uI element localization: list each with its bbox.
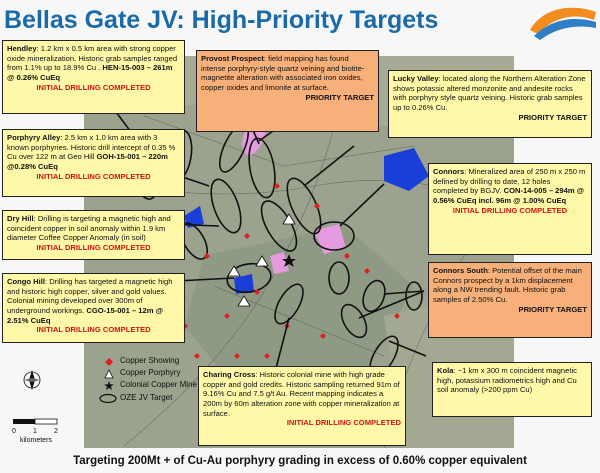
colonial-mine-star-icon <box>104 381 114 391</box>
lucky-valley-box <box>388 70 592 138</box>
congo-hill-name: Congo Hill <box>7 277 45 286</box>
scale-tick-0: 0 <box>12 428 16 435</box>
charing-cross-status: INITIAL DRILLING COMPLETED <box>286 418 401 428</box>
legend-copper-showing: Copper Showing <box>120 356 180 365</box>
kola-body: : ~1 km x 300 m coincident magnetic high, potassium radiometrics high and Cu soil anomaly (>200 ppm Cu) <box>437 366 577 395</box>
lucky-valley-body: : located along the Northern Alteration Zone shows potassic altered monzonite and andesite rocks with porphyry style quartz veining. Historic grab samples up to 0.26% Cu. <box>393 74 586 112</box>
porphyry-alley-box <box>2 129 185 197</box>
dry-hill-status: INITIAL DRILLING COMPLETED <box>36 242 151 252</box>
copper-showing-icon <box>104 357 114 367</box>
north-arrow-icon <box>22 368 42 398</box>
legend-copper-porphyry: Copper Porphyry <box>120 368 181 377</box>
provost-body: : field mapping has found intense porphyry-style quartz veining and biotite-magnetite alteration with associated iron oxides, copper oxides and limonite at surface. <box>201 54 365 92</box>
legend-jv-target: OZE JV Target <box>120 393 173 402</box>
scale-bar <box>12 418 72 444</box>
page-footer: Targeting 200Mt + of Cu-Au porphyry grading in excess of 0.60% copper equivalent <box>73 455 527 467</box>
page-title: Bellas Gate JV: High-Priority Targets <box>4 6 439 34</box>
charing-cross-name: Charing Cross <box>203 370 256 379</box>
connors-status: INITIAL DRILLING COMPLETED <box>452 205 568 215</box>
porphyry-alley-status: INITIAL DRILLING COMPLETED <box>36 171 151 181</box>
scale-label: kilometers <box>20 437 52 444</box>
lucky-valley-name: Lucky Valley <box>393 74 439 83</box>
porphyry-alley-highlight: GOH-15-001 – 220m @0.28% CuEq <box>7 152 168 171</box>
lucky-valley-status: PRIORITY TARGET <box>518 112 587 122</box>
kola-box <box>432 362 592 417</box>
connors-south-body: : Potential offset of the main Connors prospect by a 1km displacement along a NW trending fault. Historic grab samples of 2.50% Cu. <box>433 266 582 304</box>
company-logo <box>524 0 600 42</box>
provost-name: Provost Prospect <box>201 54 264 63</box>
dry-hill-name: Dry Hill <box>7 214 34 223</box>
hendley-status: INITIAL DRILLING COMPLETED <box>36 82 151 92</box>
provost-box <box>196 50 379 132</box>
legend-colonial-mine: Colonial Copper Mine <box>120 380 197 389</box>
congo-hill-body: : Drilling has targeted a magnetic high and historic high copper, silver and gold values. Colonial mining developed over 300m of underground workings. <box>7 277 173 315</box>
connors-name: Connors <box>433 167 465 176</box>
connors-highlight: CON-14-005 – 294m @ 0.56% CuEq incl. 96m @ 1.00% CuEq <box>433 186 585 205</box>
congo-hill-box <box>2 273 185 343</box>
scale-tick-1: 1 <box>33 428 37 435</box>
dry-hill-body: : Drilling is targeting a magnetic high and coincident copper in soil anomaly within 1.9 km diameter Coffee Copper Anomaly (in soil) <box>7 214 171 243</box>
hendley-name: Hendley <box>7 44 37 53</box>
dry-hill-box <box>2 210 185 260</box>
connors-south-box <box>428 262 592 338</box>
connors-south-name: Connors South <box>433 266 488 275</box>
porphyry-alley-body: : 2.5 km x 1.0 km area with 3 known porphyries. Historic drill intercept of 0.35 % Cu over 122 m at Geo Hill <box>7 133 176 162</box>
hendley-highlight: HEN-15-003 – 261m @ 0.26% CuEq <box>7 63 173 82</box>
provost-status: PRIORITY TARGET <box>305 92 374 102</box>
copper-porphyry-icon <box>104 369 114 379</box>
scale-bar-graphic <box>12 418 58 426</box>
charing-cross-box <box>198 366 406 446</box>
kola-name: Kola <box>437 366 454 375</box>
porphyry-alley-name: Porphyry Alley <box>7 133 61 142</box>
connors-south-status: PRIORITY TARGET <box>518 304 587 314</box>
hendley-body: : 1.2 km x 0.5 km area with strong copper oxide mineralization. Historic grab samples ranged from 1.1% up to 18.9% Cu . <box>7 44 178 73</box>
congo-hill-status: INITIAL DRILLING COMPLETED <box>36 325 151 335</box>
congo-hill-highlight: CGO-15-001 – 12m @ 2.51% CuEq <box>7 305 164 325</box>
charing-cross-body: : Historic colonial mine with high grade copper and gold credits. Historic sampling returned 91m of 9.16% Cu and 7.5 g/t Au. Recent mapping indicates a 200m by 60m alteration zone with copper mineralization at surface. <box>203 370 400 418</box>
hendley-box <box>2 40 185 114</box>
connors-body: : Mineralized area of 250 m x 250 m defined by drilling to date, 12 holes completed by BGJV. <box>433 167 586 196</box>
connors-box <box>428 163 592 255</box>
jv-target-ellipse-icon <box>98 393 118 404</box>
scale-tick-2: 2 <box>54 428 58 435</box>
